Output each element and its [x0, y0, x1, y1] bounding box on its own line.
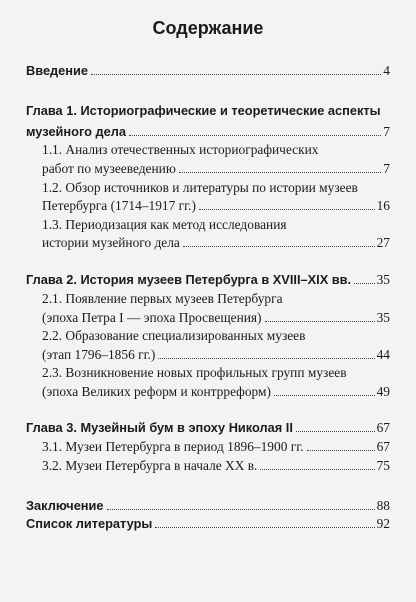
dot-leader [199, 209, 375, 210]
dot-leader [107, 509, 375, 510]
dot-leader [260, 469, 374, 470]
page-number: 7 [383, 161, 390, 176]
dot-leader [129, 135, 381, 136]
entry-label: Глава 2. История музеев Петербурга в XVIII–XIX вв. [26, 272, 352, 287]
toc-entry-section-2-2 [42, 346, 390, 363]
section-1-1-line1: 1.1. Анализ отечественных историографических [42, 142, 319, 157]
page-number: 7 [383, 124, 390, 139]
chapter-1-title-line1: Глава 1. Историографические и теоретические аспекты [26, 103, 381, 118]
dot-leader [155, 527, 374, 528]
entry-label: музейного дела [26, 124, 126, 139]
entry-label: работ по музееведению [42, 161, 176, 176]
toc-entry-section-3-1 [42, 438, 390, 455]
toc-entry-section-2-3 [42, 383, 390, 400]
page-number: 27 [376, 235, 390, 250]
dot-leader [183, 246, 375, 247]
page-number: 88 [376, 498, 390, 513]
dot-leader [354, 283, 375, 284]
page-number: 44 [376, 347, 390, 362]
dot-leader [307, 450, 375, 451]
page-number: 35 [376, 272, 390, 287]
toc-entry-references [26, 515, 390, 532]
section-1-3-line1: 1.3. Периодизация как метод исследования [42, 217, 287, 232]
section-2-2-line1: 2.2. Образование специализированных музеев [42, 328, 306, 343]
entry-label: Введение [26, 63, 89, 78]
page-number: 67 [376, 420, 390, 435]
toc-entry-chapter-1 [26, 123, 390, 140]
entry-label: (эпоха Петра I — эпоха Просвещения) [42, 310, 262, 325]
page-number: 35 [376, 310, 390, 325]
entry-label: 3.2. Музеи Петербурга в начале XX в. [42, 458, 258, 473]
section-2-3-line1: 2.3. Возникновение новых профильных групп музеев [42, 365, 347, 380]
entry-label: Список литературы [26, 516, 153, 531]
section-1-2-line1: 1.2. Обзор источников и литературы по истории музеев [42, 180, 358, 195]
entry-label: (этап 1796–1856 гг.) [42, 347, 156, 362]
toc-entry-section-3-2 [42, 457, 390, 474]
entry-label: Петербурга (1714–1917 гг.) [42, 198, 196, 213]
toc-entry-section-2-1 [42, 309, 390, 326]
page-title: Содержание [152, 18, 264, 38]
entry-label: истории музейного дела [42, 235, 180, 250]
dot-leader [296, 431, 375, 432]
toc-entry-conclusion [26, 497, 390, 514]
page-number: 4 [383, 63, 390, 78]
toc-entry-section-1-2 [42, 197, 390, 214]
page-number: 16 [376, 198, 390, 213]
entry-label: Заключение [26, 498, 104, 513]
page-number: 75 [376, 458, 390, 473]
toc-entry-chapter-3 [26, 419, 390, 436]
dot-leader [91, 74, 381, 75]
page-number: 92 [376, 516, 390, 531]
toc-entry-section-1-3 [42, 234, 390, 251]
dot-leader [265, 321, 375, 322]
toc-entry-chapter-2 [26, 271, 390, 288]
toc-entry-intro [26, 62, 390, 79]
toc-entry-section-1-1 [42, 160, 390, 177]
dot-leader [179, 172, 381, 173]
entry-label: Глава 3. Музейный бум в эпоху Николая II [26, 420, 293, 435]
entry-label: (эпоха Великих реформ и контрреформ) [42, 384, 271, 399]
entry-label: 3.1. Музеи Петербурга в период 1896–1900 гг. [42, 439, 304, 454]
dot-leader [274, 395, 375, 396]
page-number: 49 [376, 384, 390, 399]
page-number: 67 [376, 439, 390, 454]
dot-leader [158, 358, 374, 359]
section-2-1-line1: 2.1. Появление первых музеев Петербурга [42, 291, 283, 306]
